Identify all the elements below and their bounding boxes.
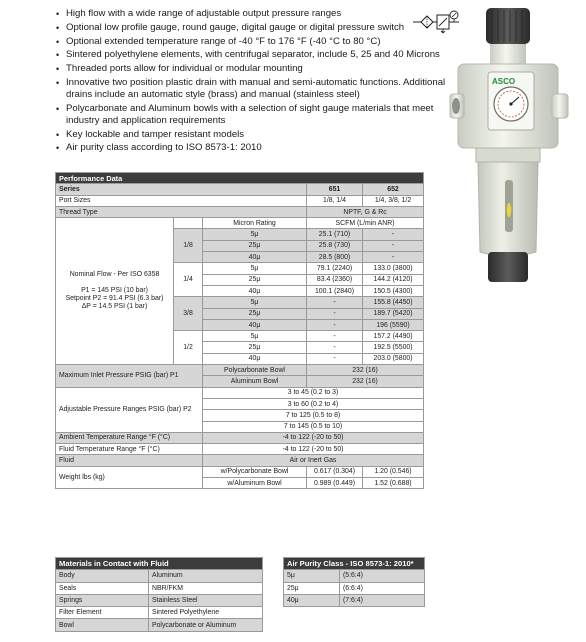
flow-652-cell: 203.0 (5800) <box>363 353 424 364</box>
flow-652-cell: 192.5 (5500) <box>363 342 424 353</box>
adjustable-pressure-label: Adjustable Pressure Ranges PSIG (bar) P2 <box>56 387 203 432</box>
bowl-type-cell: Polycarbonate Bowl <box>203 365 307 376</box>
nominal-flow-label-cell <box>56 218 174 365</box>
pressure-range-value: 3 to 60 (0.2 to 4) <box>203 398 424 409</box>
micron-cell: 40μ <box>203 319 307 330</box>
weight-bowl-type: w/Aluminum Bowl <box>203 478 307 489</box>
nominal-flow-label: Nominal Flow - Per ISO 6358 <box>69 270 160 278</box>
material-value: Stainless Steel <box>149 594 263 606</box>
micron-cell: 5μ <box>203 331 307 342</box>
fluid-temp-value: -4 to 122 (-20 to 50) <box>203 444 424 455</box>
flow-condition: ΔP = 14.5 PSI (1 bar) <box>81 303 148 311</box>
ambient-temp-label: Ambient Temperature Range °F (°C) <box>56 432 203 443</box>
max-inlet-label: Maximum Inlet Pressure PSIG (bar) P1 <box>56 365 203 388</box>
series-label: Series <box>56 184 307 195</box>
feature-list <box>56 8 456 156</box>
micron-cell: 5μ <box>203 263 307 274</box>
ambient-temp-value: -4 to 122 (-20 to 50) <box>203 432 424 443</box>
micron-cell: 40μ <box>203 353 307 364</box>
port-size-1-4: 1/4 <box>174 263 203 297</box>
micron-cell: 25μ <box>203 274 307 285</box>
max-inlet-value: 232 (16) <box>307 376 424 387</box>
material-part: Bowl <box>56 619 149 631</box>
material-value: Polycarbonate or Aluminum <box>149 619 263 631</box>
flow-651-cell: - <box>307 331 363 342</box>
air-purity-micron: 25μ <box>284 582 340 594</box>
flow-652-cell: 157.2 (4490) <box>363 331 424 342</box>
flow-651-cell: 79.1 (2240) <box>307 263 363 274</box>
port-sizes-652: 1/4, 3/8, 1/2 <box>363 195 424 206</box>
max-inlet-value: 232 (16) <box>307 365 424 376</box>
micron-cell: 5μ <box>203 229 307 240</box>
weight-651: 0.989 (0.449) <box>307 478 363 489</box>
feature-item: • Optional extended temperature range of -40 °F to 176 °F (-40 °C to 80 °C) <box>56 35 381 47</box>
micron-cell: 40μ <box>203 285 307 296</box>
weight-652: 1.20 (0.546) <box>363 466 424 477</box>
weight-652: 1.52 (0.688) <box>363 478 424 489</box>
flow-651-cell: - <box>307 353 363 364</box>
material-part: Seals <box>56 582 149 594</box>
flow-652-cell: 189.7 (5420) <box>363 308 424 319</box>
pressure-range-value: 7 to 125 (0.5 to 8) <box>203 410 424 421</box>
micron-cell: 25μ <box>203 342 307 353</box>
air-purity-micron: 5μ <box>284 570 340 582</box>
flow-651-cell: - <box>307 342 363 353</box>
flow-condition: P1 = 145 PSI (10 bar) <box>81 286 148 294</box>
material-value: Sintered Polyethylene <box>149 607 263 619</box>
micron-cell: 25μ <box>203 308 307 319</box>
flow-652-cell: - <box>363 240 424 251</box>
air-purity-title: Air Purity Class - ISO 8573-1: 2010* <box>284 558 425 570</box>
performance-data-title: Performance Data <box>56 173 424 184</box>
flow-652-cell: 150.5 (4300) <box>363 285 424 296</box>
port-size-1-8: 1/8 <box>174 229 203 263</box>
flow-651-cell: 100.1 (2840) <box>307 285 363 296</box>
flow-652-cell: 133.0 (3800) <box>363 263 424 274</box>
flow-651-cell: 25.8 (730) <box>307 240 363 251</box>
scfm-label: SCFM (L/min ANR) <box>307 218 424 229</box>
flow-651-cell: 25.1 (710) <box>307 229 363 240</box>
fluid-value: Air or Inert Gas <box>203 455 424 466</box>
port-size-3-8: 3/8 <box>174 297 203 331</box>
micron-rating-label: Micron Rating <box>203 218 307 229</box>
pressure-range-value: 7 to 145 (0.5 to 10) <box>203 421 424 432</box>
weight-label: Weight lbs (kg) <box>56 466 203 489</box>
material-value: Aluminum <box>149 570 263 582</box>
flow-651-cell: 83.4 (2360) <box>307 274 363 285</box>
air-purity-class: (5:6:4) <box>340 570 425 582</box>
feature-item: • Air purity class according to ISO 8573-1: 2010 <box>56 142 262 154</box>
flow-652-cell: 155.8 (4450) <box>363 297 424 308</box>
flow-651-cell: 28.5 (800) <box>307 252 363 263</box>
air-purity-class: (6:6:4) <box>340 582 425 594</box>
flow-651-cell: - <box>307 308 363 319</box>
weight-bowl-type: w/Polycarbonate Bowl <box>203 466 307 477</box>
air-purity-class: (7:6:4) <box>340 594 425 606</box>
material-value: NBR/FKM <box>149 582 263 594</box>
air-purity-table <box>283 557 425 607</box>
fluid-temp-label: Fluid Temperature Range °F (°C) <box>56 444 203 455</box>
fluid-label: Fluid <box>56 455 203 466</box>
feature-item: • High flow with a wide range of adjustable output pressure ranges <box>56 8 342 19</box>
flow-652-cell: 196 (5590) <box>363 319 424 330</box>
port-sizes-label: Port Sizes <box>56 195 307 206</box>
flow-652-cell: - <box>363 252 424 263</box>
bowl-type-cell: Aluminum Bowl <box>203 376 307 387</box>
flow-652-cell: - <box>363 229 424 240</box>
feature-item: • Polycarbonate and Aluminum bowls with a selection of sight gauge materials that meet industry and application requirements <box>56 102 434 126</box>
port-sizes-651: 1/8, 1/4 <box>307 195 363 206</box>
feature-item: • Innovative two position plastic drain with manual and semi-automatic functions. Additional drains include an automatic style (brass) and manual (stainless steel) <box>56 76 446 100</box>
port-size-1-2: 1/2 <box>174 331 203 365</box>
pressure-range-value: 3 to 45 (0.2 to 3) <box>203 387 424 398</box>
feature-item: • Sintered polyethylene elements, with centrifugal separator, include 5, 25 and 40 Microns <box>56 49 440 61</box>
material-part: Springs <box>56 594 149 606</box>
micron-cell: 40μ <box>203 252 307 263</box>
flow-652-cell: 144.2 (4120) <box>363 274 424 285</box>
flow-651-cell: - <box>307 319 363 330</box>
feature-item: • Optional low profile gauge, round gauge, digital gauge or digital pressure switch <box>56 21 405 33</box>
model-651-header: 651 <box>307 184 363 195</box>
flow-651-cell: - <box>307 297 363 308</box>
micron-cell: 25μ <box>203 240 307 251</box>
weight-651: 0.617 (0.304) <box>307 466 363 477</box>
feature-item: • Key lockable and tamper resistant models <box>56 128 245 140</box>
micron-cell: 5μ <box>203 297 307 308</box>
model-652-header: 652 <box>363 184 424 195</box>
brand-logo: ASCO <box>492 77 516 86</box>
feature-item: • Threaded ports allow for individual or modular mounting <box>56 63 303 75</box>
air-purity-micron: 40μ <box>284 594 340 606</box>
materials-title: Materials in Contact with Fluid <box>56 558 263 570</box>
materials-table <box>55 557 263 632</box>
performance-data-table <box>55 172 424 489</box>
material-part: Filter Element <box>56 607 149 619</box>
thread-type-value: NPTF, G & Rc <box>307 206 424 217</box>
flow-condition: Setpoint P2 = 91.4 PSI (6.3 bar) <box>65 295 164 303</box>
filter-regulator-product-image <box>448 4 574 292</box>
thread-type-label: Thread Type <box>56 206 307 217</box>
material-part: Body <box>56 570 149 582</box>
